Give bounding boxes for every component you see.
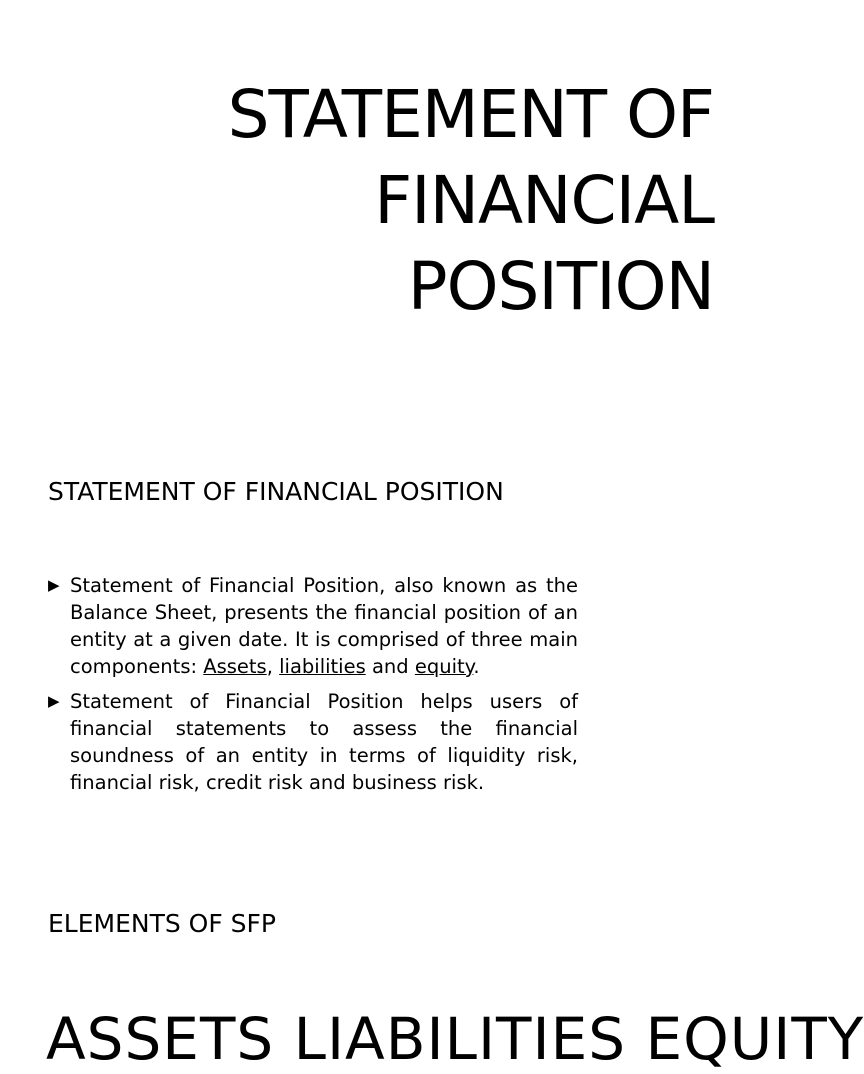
section-heading-elements: ELEMENTS OF SFP [48, 909, 277, 938]
bullet-list [48, 572, 578, 804]
bullet-text: Statement of Financial Position helps users of financial statements to assess the financial soundness of an entity in terms of liquidity risk, financial risk, credit risk and business risk. [70, 690, 578, 794]
sentence-end: . [473, 655, 480, 678]
bullet-text: Statement of Financial Position, also known as the Balance Sheet, presents the financial position of an entity at a given date. It is comprised of three main components: [70, 574, 578, 678]
assets-link[interactable]: Assets [203, 655, 267, 678]
separator-text: , [266, 655, 280, 678]
equity-link[interactable]: equity [414, 655, 474, 678]
bullet-item-purpose [48, 688, 578, 796]
elements-partial-heading: ASSETS LIABILITIES EQUITY [46, 1005, 864, 1073]
bullet-item-definition [48, 572, 578, 680]
slide-title [154, 72, 714, 330]
section-heading-sfp: STATEMENT OF FINANCIAL POSITION [48, 477, 504, 506]
liabilities-link[interactable]: liabilities [279, 655, 366, 678]
separator-text: and [365, 655, 415, 678]
title-line-1: STATEMENT OF [227, 76, 714, 153]
title-line-3: POSITION [407, 248, 714, 325]
bullet-arrow-icon: ▶ [48, 576, 60, 594]
bullet-arrow-icon: ▶ [48, 692, 60, 710]
title-line-2: FINANCIAL [374, 162, 714, 239]
